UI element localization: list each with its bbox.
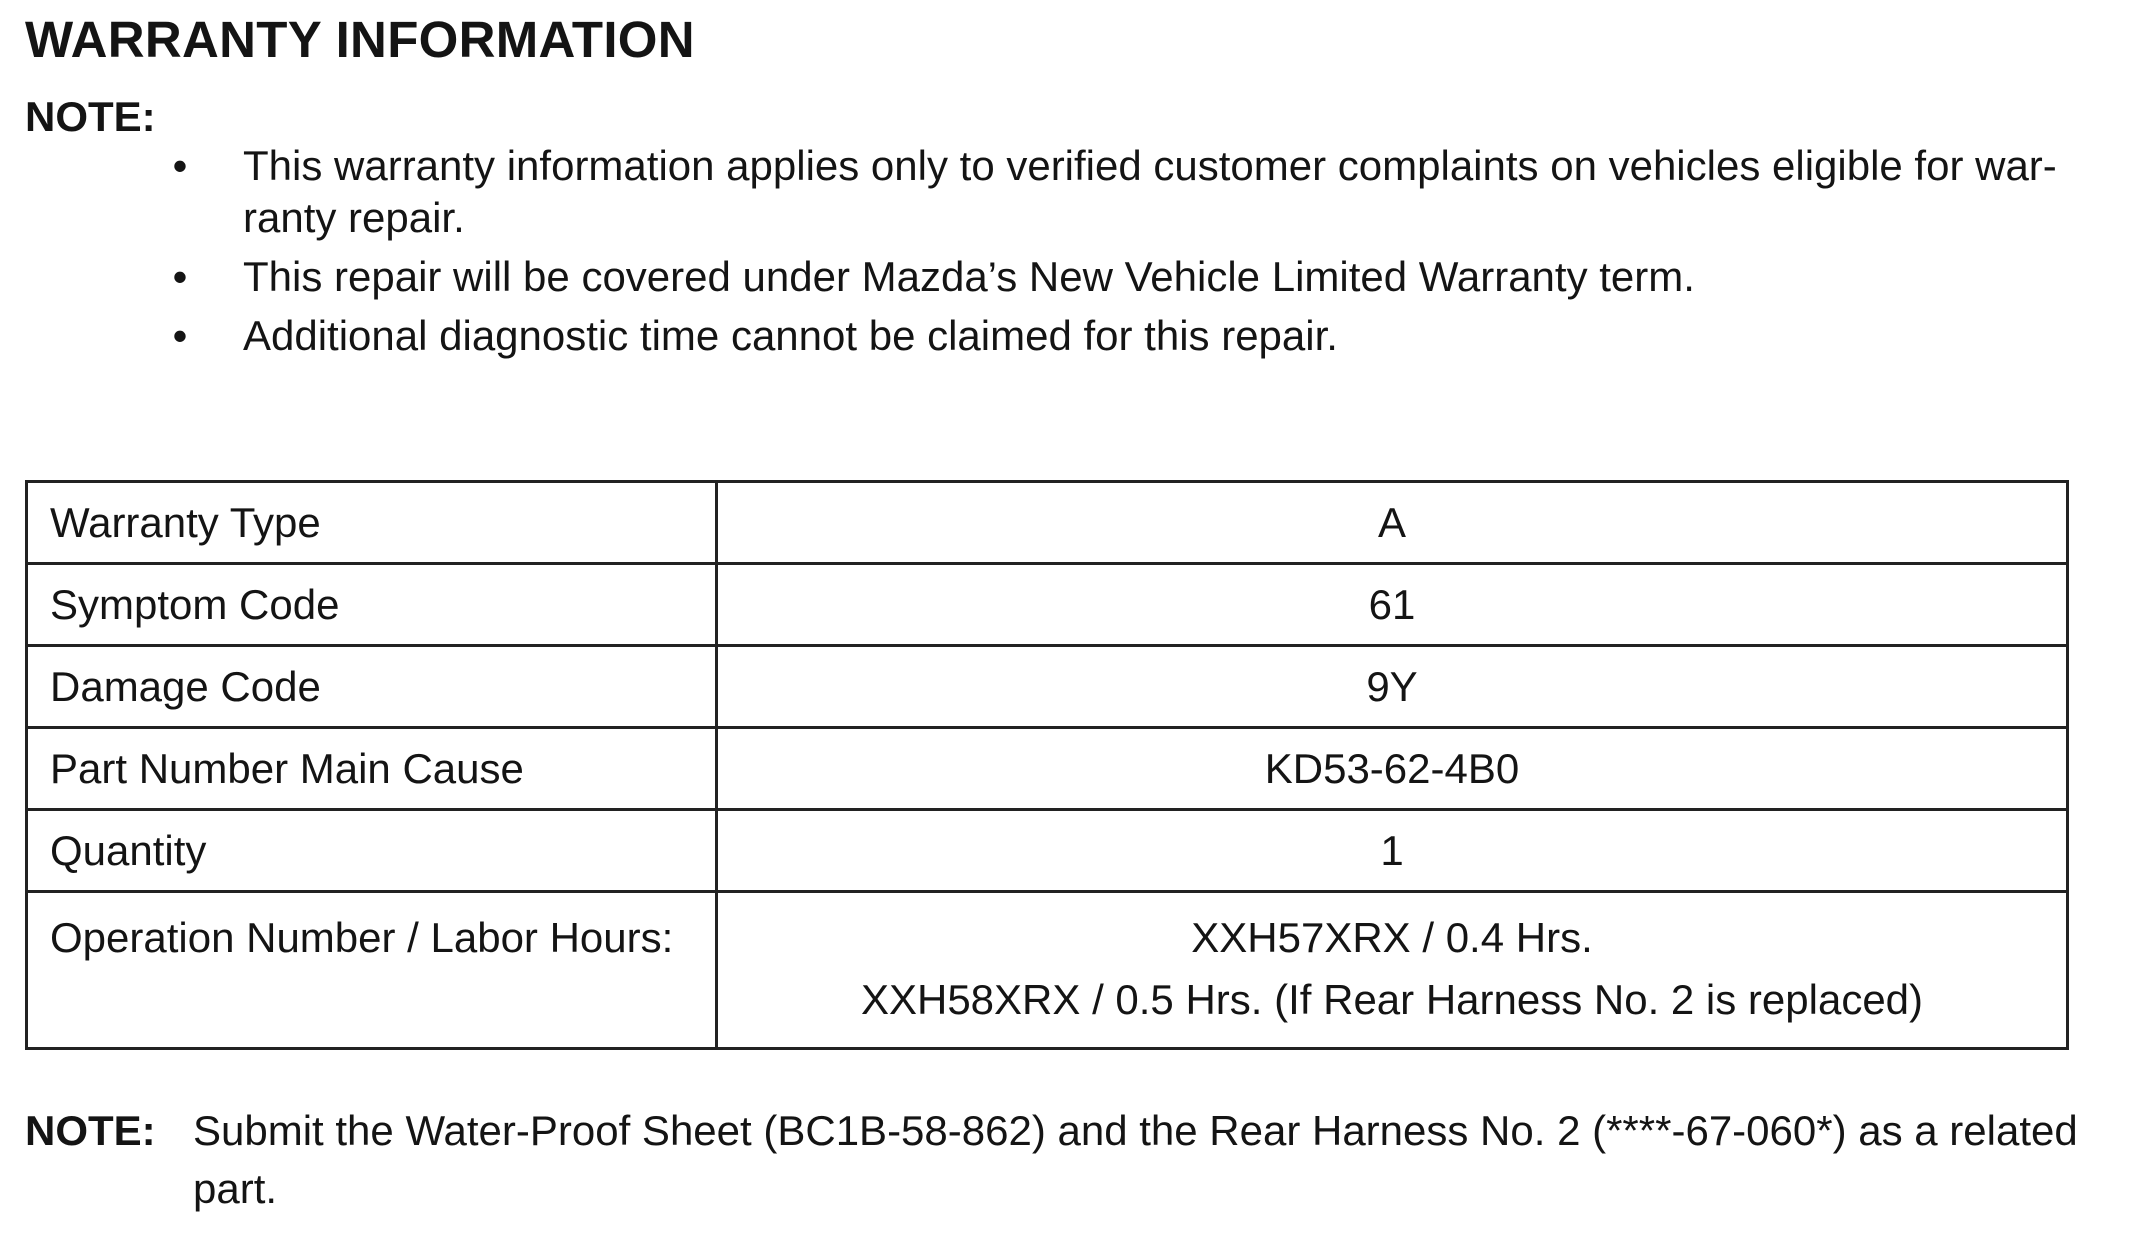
table-row [27, 728, 2068, 810]
row-value-operation [717, 892, 2068, 1049]
row-value: KD53-62-4B0 [717, 728, 2068, 810]
page-title: WARRANTY INFORMATION [25, 11, 695, 68]
table-row [27, 810, 2068, 892]
row-value: A [717, 482, 2068, 564]
row-label: Operation Number / Labor Hours: [27, 892, 717, 1049]
bullet-text: Additional diagnostic time cannot be claimed for this repair. [243, 312, 1338, 359]
row-label: Damage Code [27, 646, 717, 728]
bullet-item [160, 251, 2080, 303]
row-label: Warranty Type [27, 482, 717, 564]
table-row [27, 564, 2068, 646]
row-label: Part Number Main Cause [27, 728, 717, 810]
note-bullet-list [160, 140, 2080, 369]
bullet-marker: • [172, 142, 188, 189]
row-label: Quantity [27, 810, 717, 892]
operation-line: XXH57XRX / 0.4 Hrs. [1191, 914, 1593, 961]
row-value: 61 [717, 564, 2068, 646]
bullet-text: This repair will be covered under Mazda’s New Vehicle Limited Warranty term. [243, 253, 1695, 300]
row-value: 1 [717, 810, 2068, 892]
table-row-operation [27, 892, 2068, 1049]
bullet-marker: • [172, 253, 188, 300]
bottom-note-text: Submit the Water-Proof Sheet (BC1B-58-862) and the Rear Harness No. 2 (****-67-060*) as a related part. [193, 1107, 2078, 1212]
bottom-note-label: NOTE: [25, 1107, 156, 1154]
bullet-item [160, 310, 2080, 362]
note-label: NOTE: [25, 93, 156, 140]
warranty-table [25, 480, 2069, 1050]
table-row [27, 646, 2068, 728]
bullet-item [160, 140, 2080, 244]
bullet-marker: • [172, 312, 188, 359]
row-value: 9Y [717, 646, 2068, 728]
row-label: Symptom Code [27, 564, 717, 646]
operation-line: XXH58XRX / 0.5 Hrs. (If Rear Harness No. 2 is replaced) [860, 976, 1924, 1023]
bottom-note [25, 1102, 2085, 1218]
bullet-text: This warranty information applies only to verified customer complaints on vehicles eligible for war- ranty repair. [243, 142, 2057, 241]
table-row [27, 482, 2068, 564]
